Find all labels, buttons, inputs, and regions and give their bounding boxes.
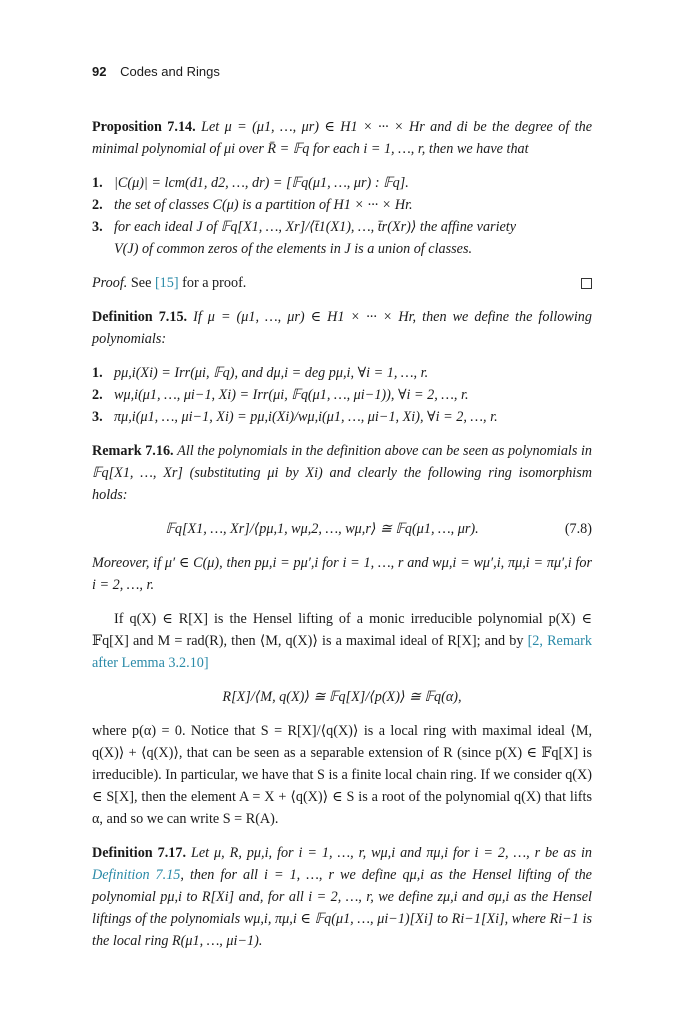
proposition-7-14 [92, 116, 592, 160]
definition-text: If μ = (μ1, …, μr) ∈ H1 × ··· × Hr, then we define the following polynomials: [92, 309, 592, 347]
list-item-continuation: V(J) of common zeros of the elements in J is a union of classes. [114, 241, 473, 257]
list-item: 1. pμ,i(Xi) = Irr(μi, 𝔽q), and dμ,i = deg pμ,i, ∀i = 1, …, r. [92, 365, 429, 381]
proposition-text: Let μ = (μ1, …, μr) ∈ H1 × ··· × Hr and di be the degree of the minimal polynomial of μi over R̄ = 𝔽q for each i = 1, …, r, then we have that [92, 119, 593, 157]
remark-label: Remark 7.16. [92, 443, 174, 459]
definition-label: Definition 7.17. [92, 845, 187, 861]
remark-continuation: Moreover, if μ′ ∈ C(μ), then pμ,i = pμ′,i for i = 1, …, r and wμ,i = wμ′,i, πμ,i = πμ′,i for i = 2, …, r. [92, 555, 592, 593]
remark-7-16 [92, 440, 592, 506]
definition-7-17 [92, 842, 592, 952]
proposition-label: Proposition 7.14. [92, 119, 196, 135]
list-item: 3. πμ,i(μ1, …, μi−1, Xi) = pμ,i(Xi)/wμ,i(μ1, …, μi−1, Xi), ∀i = 2, …, r. [92, 409, 498, 425]
running-header [92, 64, 220, 79]
equation-number: (7.8) [564, 521, 592, 537]
page-body [92, 116, 592, 964]
citation-link-15[interactable]: [15] [154, 275, 179, 291]
definition-7-15 [92, 306, 592, 350]
display-equation: R[X]/⟨M, q(X)⟩ ≅ 𝔽q[X]/⟨p(X)⟩ ≅ 𝔽q(α), [222, 689, 462, 705]
proof-label: Proof. [92, 275, 128, 291]
proposition-items [92, 172, 592, 260]
definition-items [92, 362, 592, 428]
citation-link-2[interactable]: [2, Remark after Lemma 3.2.10] [92, 633, 592, 671]
paragraph-hensel-lifting: If q(X) ∈ R[X] is the Hensel lifting of a monic irreducible polynomial p(X) ∈ 𝔽q[X] and M = rad(R), then ⟨M, q(X)⟩ is a maximal ideal of R[X]; and by [2, Remark after Lemma 3.2.10] [92, 611, 592, 671]
list-item: 2. wμ,i(μ1, …, μi−1, Xi) = Irr(μi, 𝔽q(μ1, …, μi−1)), ∀i = 2, …, r. [92, 387, 469, 403]
list-item: 3. for each ideal J of 𝔽q[X1, …, Xr]/⟨t̄1(X1), …, t̄r(Xr)⟩ the affine variety V(J) of common zeros of the elements in J is a union of classes. [92, 219, 517, 257]
paragraph-local-ring: where p(α) = 0. Notice that S = R[X]/⟨q(X)⟩ is a local ring with maximal ideal ⟨M, q(X)⟩ + ⟨q(X)⟩, that can be seen as a separable extension of R (since p(X) ∈ 𝔽q[X] is irreducible). In particular, we have that S is a finite local chain ring. If we consider q(X) ∈ S[X], then the element A = X + ⟨q(X)⟩ ∈ S is a root of the polynomial q(X) that lifts α, and so we can write S = R(A). [92, 723, 592, 827]
qed-box-icon [581, 278, 592, 289]
list-item: 1. |C(μ)| = lcm(d1, d2, …, dr) = [𝔽q(μ1, …, μr) : 𝔽q]. [92, 175, 409, 191]
page-number: 92 [92, 64, 107, 79]
definition-label: Definition 7.15. [92, 309, 188, 325]
equation-expression: 𝔽q[X1, …, Xr]/⟨pμ,1, wμ,2, …, wμ,r⟩ ≅ 𝔽q(μ1, …, μr). [165, 521, 479, 537]
cross-reference-link[interactable]: Definition 7.15 [92, 867, 181, 883]
equation-7-8 [92, 518, 592, 540]
remark-text: All the polynomials in the definition above can be seen as polynomials in 𝔽q[X1, …, Xr] (substituting μi by Xi) and clearly the following ring isomorphism holds: [92, 443, 592, 503]
running-title: Codes and Rings [120, 64, 220, 79]
list-item: 2. the set of classes C(μ) is a partition of H1 × ··· × Hr. [92, 197, 413, 213]
definition-text: Let μ, R, pμ,i, for i = 1, …, r, wμ,i and πμ,i for i = 2, …, r be as in Definition 7.15, then for all i = 1, …, r we define qμ,i as the Hensel lifting of the polynomial pμ,i to R[Xi] and, for all i = 2, …, r, we define zμ,i and σμ,i as the Hensel liftings of the polynomials wμ,i, πμ,i ∈ 𝔽q(μ1, …, μi−1)[Xi] to Ri−1[Xi], where Ri−1 is the local ring R(μ1, …, μi−1). [92, 845, 592, 949]
proof: Proof. See [15] for a proof. [92, 272, 592, 294]
